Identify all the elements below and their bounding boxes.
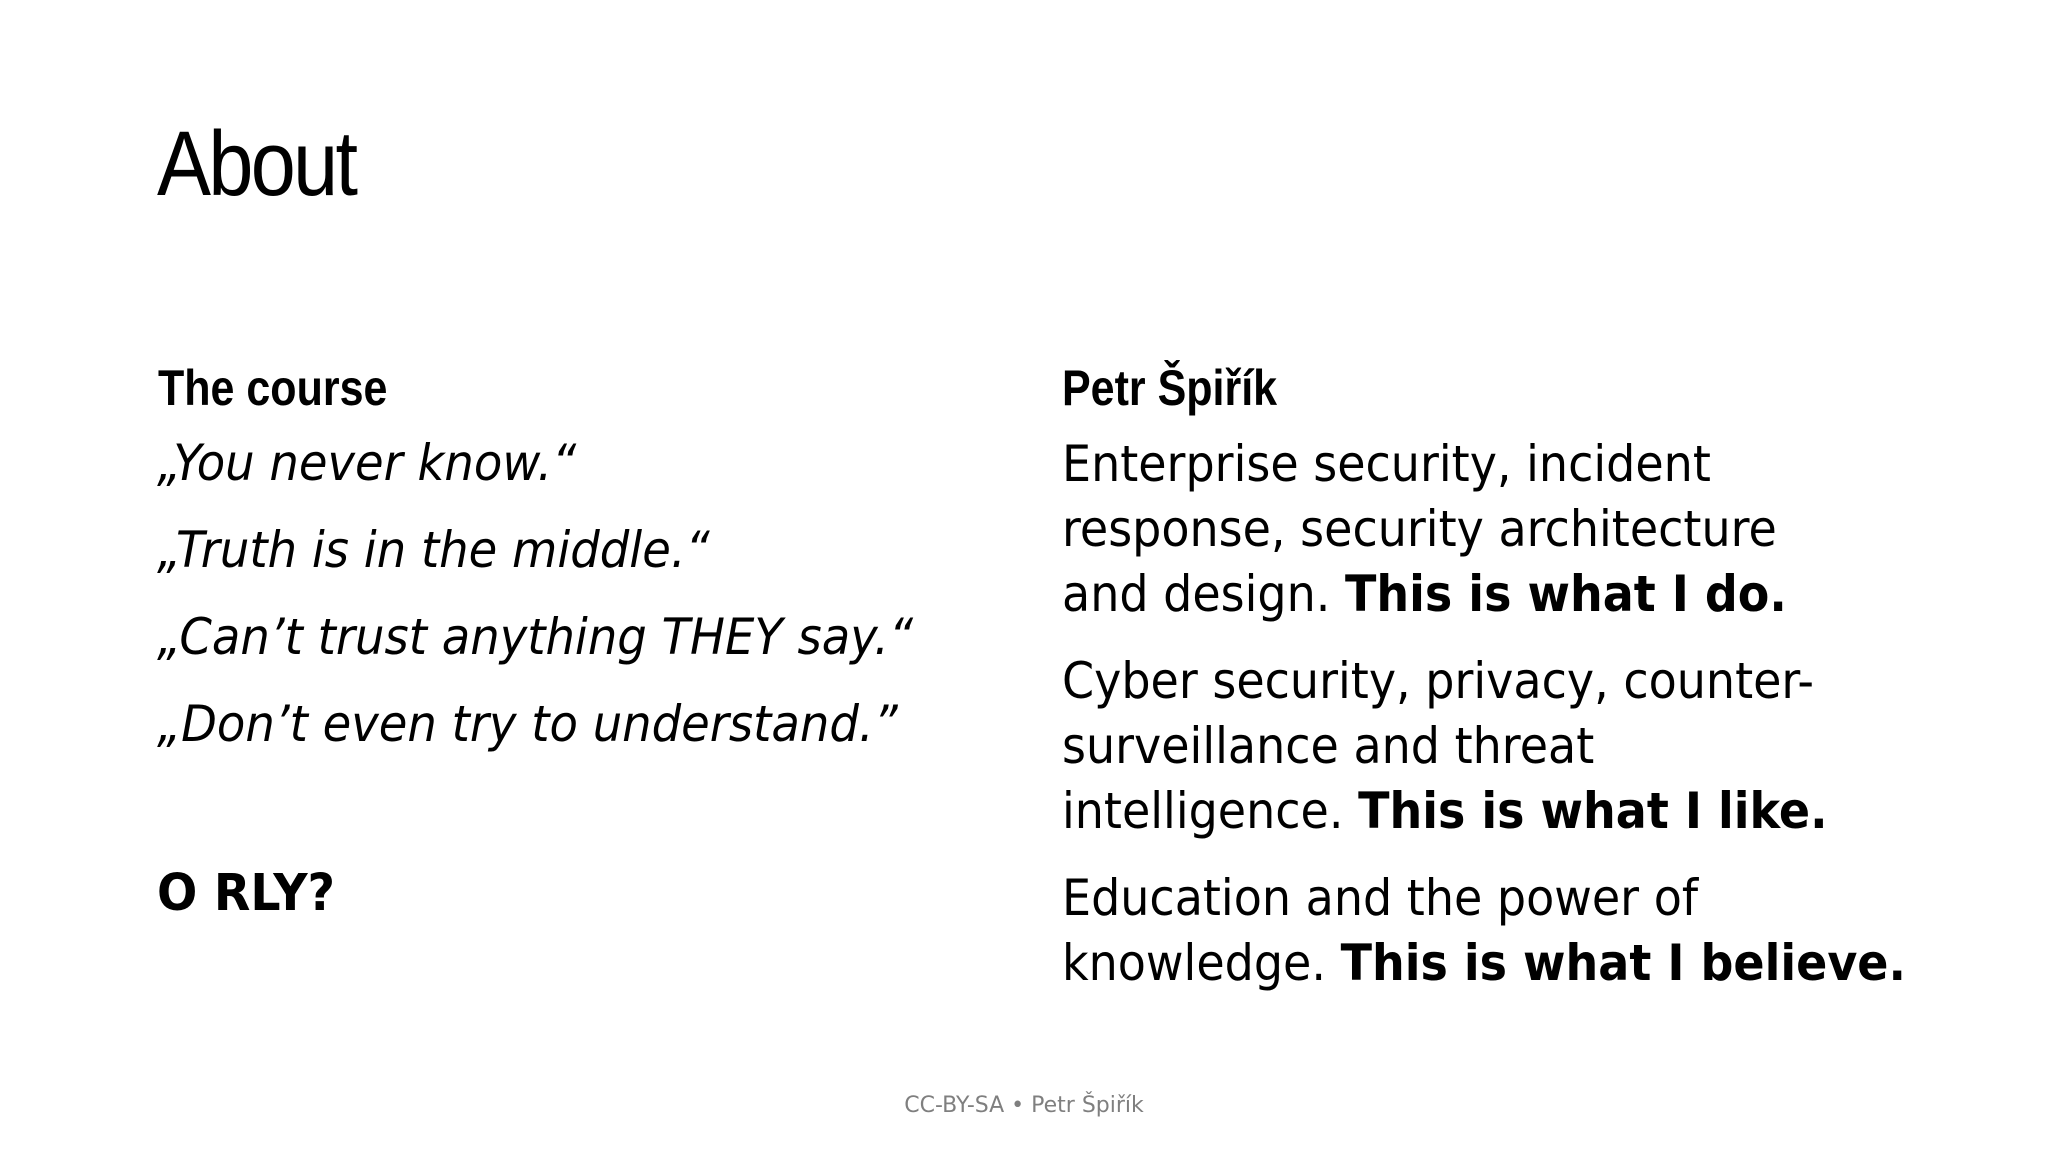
quote-item: „Truth is in the middle.“	[157, 521, 710, 579]
bio-emphasis: This is what I believe.	[1340, 934, 1906, 992]
author-bio	[1062, 432, 1962, 1018]
closing-question: O RLY?	[157, 864, 336, 923]
bio-paragraph-interests	[1062, 649, 1964, 844]
bio-paragraph-work	[1062, 432, 1964, 627]
quote-list	[157, 432, 1017, 780]
quote-item: „You never know.“	[157, 434, 577, 492]
quote-item: „Can’t trust anything THEY say.“	[157, 608, 914, 666]
bio-emphasis: This is what I like.	[1358, 782, 1828, 840]
course-heading: The course	[158, 360, 388, 416]
author-heading: Petr Špiřík	[1062, 360, 1278, 416]
bio-text: Cyber security, privacy, counter- surveillance and threat intelligence.	[1062, 652, 1814, 840]
bio-paragraph-beliefs	[1062, 866, 1964, 996]
bio-emphasis: This is what I do.	[1345, 565, 1787, 623]
quote-item: „Don’t even try to understand.”	[157, 695, 898, 753]
slide-title: About	[157, 113, 356, 215]
slide-footer: CC-BY-SA • Petr Špiřík	[904, 1093, 1144, 1118]
bio-text: Education and the power of knowledge.	[1062, 869, 1699, 992]
bio-text: Enterprise security, incident response, security architecture and design.	[1062, 435, 1777, 623]
